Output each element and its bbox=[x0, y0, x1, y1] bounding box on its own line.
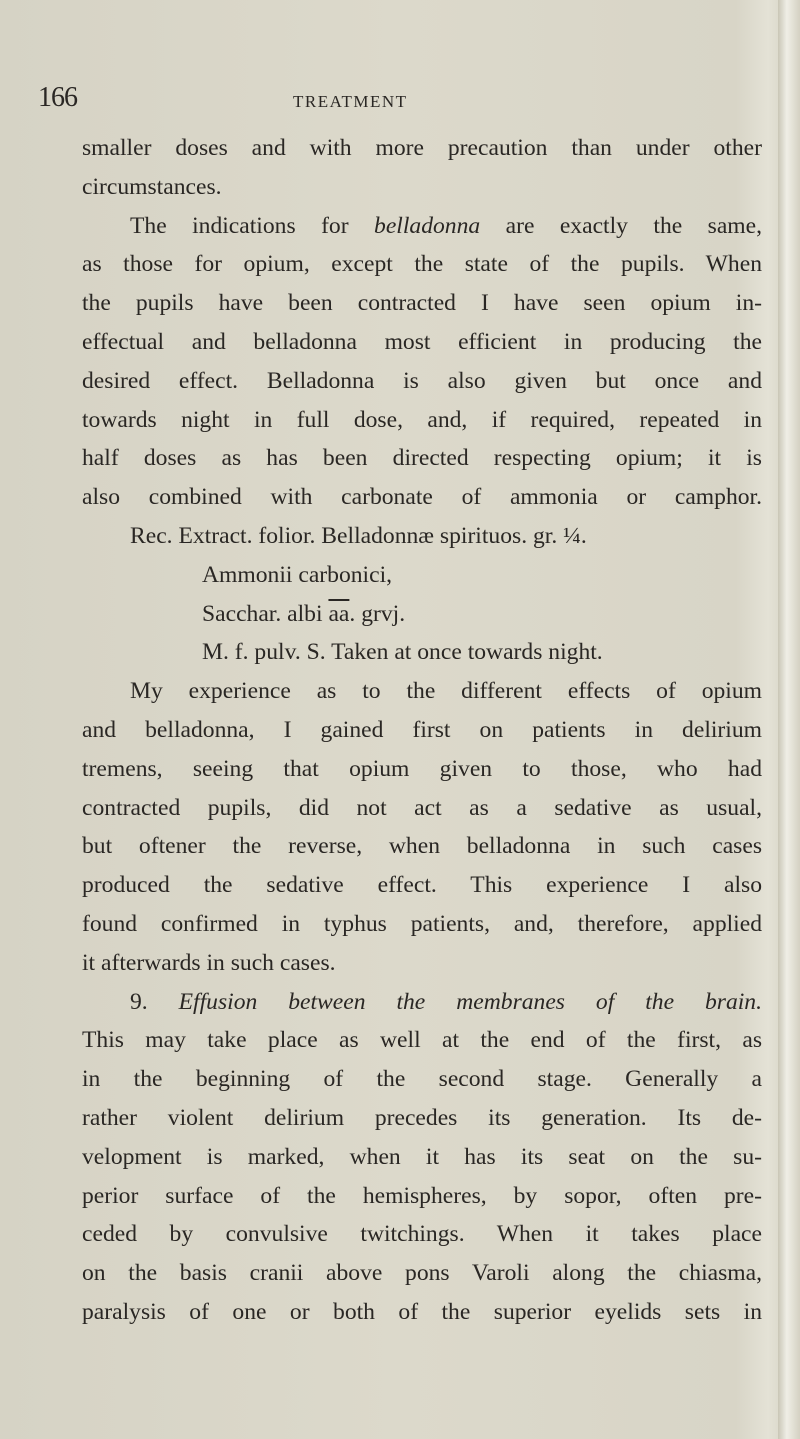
text-line: in the beginning of the second stage. Generally a bbox=[82, 1066, 762, 1093]
text-span: . grvj. bbox=[349, 600, 406, 627]
text-line: This may take place as well at the end of the first, as bbox=[82, 1027, 762, 1054]
text-line: towards night in full dose, and, if required, repeated in bbox=[82, 406, 762, 433]
text-line: but oftener the reverse, when belladonna in such cases bbox=[82, 833, 762, 860]
text-line: effectual and belladonna most efficient in producing the bbox=[82, 328, 762, 355]
text-line: circumstances. bbox=[82, 173, 222, 200]
text-line: perior surface of the hemispheres, by sopor, often pre- bbox=[82, 1182, 762, 1209]
running-head: TREATMENT bbox=[293, 92, 408, 111]
text-line: velopment is marked, when it has its seat on the su- bbox=[82, 1143, 762, 1170]
text-span: are exactly the same, bbox=[480, 212, 763, 239]
emphasis-belladonna: belladonna bbox=[374, 212, 481, 239]
text-line: desired effect. Belladonna is also given but once and bbox=[82, 367, 762, 394]
text-line: the pupils have been contracted I have seen opium in- bbox=[82, 290, 762, 317]
text-line: half doses as has been directed respecting opium; it is bbox=[82, 445, 762, 472]
text-line: contracted pupils, did not act as a sedative as usual, bbox=[82, 794, 762, 821]
text-line: and belladonna, I gained first on patients in delirium bbox=[82, 716, 762, 743]
page-number: 166 bbox=[38, 82, 77, 113]
prescription-line bbox=[82, 595, 762, 634]
text-line: smaller doses and with more precaution than under other bbox=[82, 135, 762, 161]
text-span: Sacchar. albi bbox=[202, 600, 329, 627]
section-number: 9. bbox=[130, 988, 179, 1015]
text-line: on the basis cranii above pons Varoli along the chiasma, bbox=[82, 1260, 762, 1287]
text-line: it afterwards in such cases. bbox=[82, 949, 336, 976]
text-line: paralysis of one or both of the superior eyelids sets in bbox=[82, 1298, 762, 1325]
section-title: Effusion between the membranes of the brain. bbox=[178, 988, 762, 1015]
text-line bbox=[82, 207, 762, 246]
text-line: ceded by convulsive twitchings. When it takes place bbox=[82, 1221, 762, 1248]
text-span: The indications for bbox=[130, 212, 375, 239]
text-line: produced the sedative effect. This experience I also bbox=[82, 872, 762, 899]
text-line: as those for opium, except the state of the pupils. When bbox=[82, 251, 762, 278]
ana-abbreviation: $\overline{aa}$ bbox=[328, 600, 350, 627]
prescription-line: M. f. pulv. S. Taken at once towards night. bbox=[202, 639, 603, 666]
prescription-line: Ammonii carbonici, bbox=[202, 561, 393, 588]
text-line: rather violent delirium precedes its generation. Its de- bbox=[82, 1104, 762, 1131]
text-line: tremens, seeing that opium given to those, who had bbox=[82, 755, 762, 782]
text-line: found confirmed in typhus patients, and, therefore, applied bbox=[82, 910, 762, 937]
section-heading-line bbox=[82, 983, 762, 1022]
page-edge bbox=[778, 0, 800, 1439]
text-line: My experience as to the different effects of opium bbox=[130, 678, 762, 705]
page-header bbox=[38, 82, 778, 122]
prescription-line: Rec. Extract. folior. Belladonnæ spirituos. gr. ¼. bbox=[130, 522, 587, 549]
text-line: also combined with carbonate of ammonia or camphor. bbox=[82, 484, 762, 511]
body-text bbox=[82, 129, 762, 1332]
